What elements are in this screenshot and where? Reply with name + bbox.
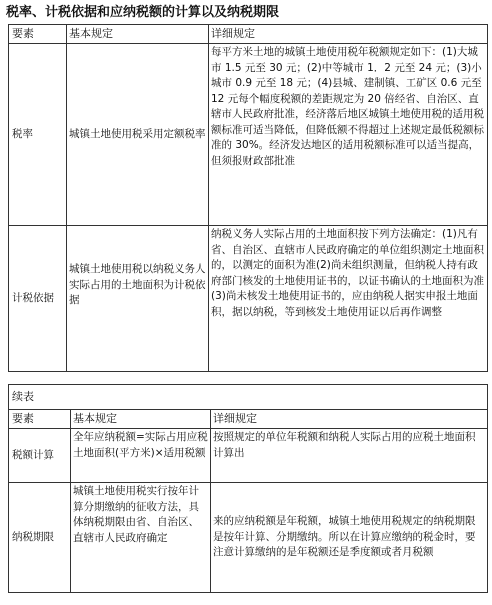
row-element: 税额计算 — [9, 429, 71, 483]
table-row-tax-rate — [9, 44, 488, 226]
header-element: 要素 — [9, 25, 67, 44]
header-detail: 详细规定 — [211, 410, 488, 429]
table-row-payment-period — [9, 483, 488, 593]
table-header-row — [9, 25, 488, 44]
row-element: 税率 — [9, 44, 67, 226]
header-basic: 基本规定 — [71, 410, 211, 429]
row-detail: 按照规定的单位年税额和纳税人实际占用的应税土地面积计算出 — [211, 429, 488, 483]
tax-table-1 — [8, 24, 488, 372]
row-detail: 来的应纳税额是年税额，城镇土地使用税规定的纳税期限是按年计算、分期缴纳。所以在计算应缴纳的税金时，要注意计算缴纳的是年税额还是季度额或者月税额 — [211, 483, 488, 593]
page-title: 税率、计税依据和应纳税额的计算以及纳税期限 — [6, 5, 280, 20]
table-header-row — [9, 410, 488, 429]
row-basic: 城镇土地使用税采用定额税率 — [67, 44, 209, 226]
header-element: 要素 — [9, 410, 71, 429]
row-detail: 每平方米土地的城镇土地使用税年税额规定如下：(1)大城市 1.5 元至 30 元；(2)中等城市 1．2 元至 24 元；(3)小城市 0.9 元至 18 元；(4)县城、建制镇、工矿区 0.6 元至 12 元每个幅度税额的差距规定为 20 倍经省、自治区、直辖市人民政府批准，经济落后地区城镇土地使用税的适用税额标准可适当降低，但降低额不得超过上述规定最低税额标准的 30%。经济发达地区的适用税额标准可以适当提高，但须报财政部批准 — [209, 44, 488, 226]
table-row-tax-basis — [9, 226, 488, 372]
continued-caption: 续表 — [9, 385, 488, 410]
header-detail: 详细规定 — [209, 25, 488, 44]
table-row-tax-calculation — [9, 429, 488, 483]
tax-table-2 — [8, 384, 488, 593]
header-basic: 基本规定 — [67, 25, 209, 44]
row-element: 计税依据 — [9, 226, 67, 372]
continued-caption-row — [9, 385, 488, 410]
row-basic: 全年应纳税额=实际占用应税土地面积(平方米)×适用税额 — [71, 429, 211, 483]
row-basic: 城镇土地使用税以纳税义务人实际占用的土地面积为计税依据 — [67, 226, 209, 372]
row-basic: 城镇土地使用税实行按年计算分期缴纳的征收方法，具体纳税期限由省、自治区、直辖市人民政府确定 — [71, 483, 211, 593]
row-detail: 纳税义务人实际占用的土地面积按下列方法确定：(1)凡有省、自治区、直辖市人民政府确定的单位组织测定土地面积的，以测定的面积为准(2)尚未组织测量，但纳税人持有政府部门核发的土地使用证书的，以证书确认的土地面积为准(3)尚未核发土地使用证书的，应由纳税人据实申报土地面积，据以纳税，等到核发土地使用证以后再作调整 — [209, 226, 488, 372]
row-element: 纳税期限 — [9, 483, 71, 593]
